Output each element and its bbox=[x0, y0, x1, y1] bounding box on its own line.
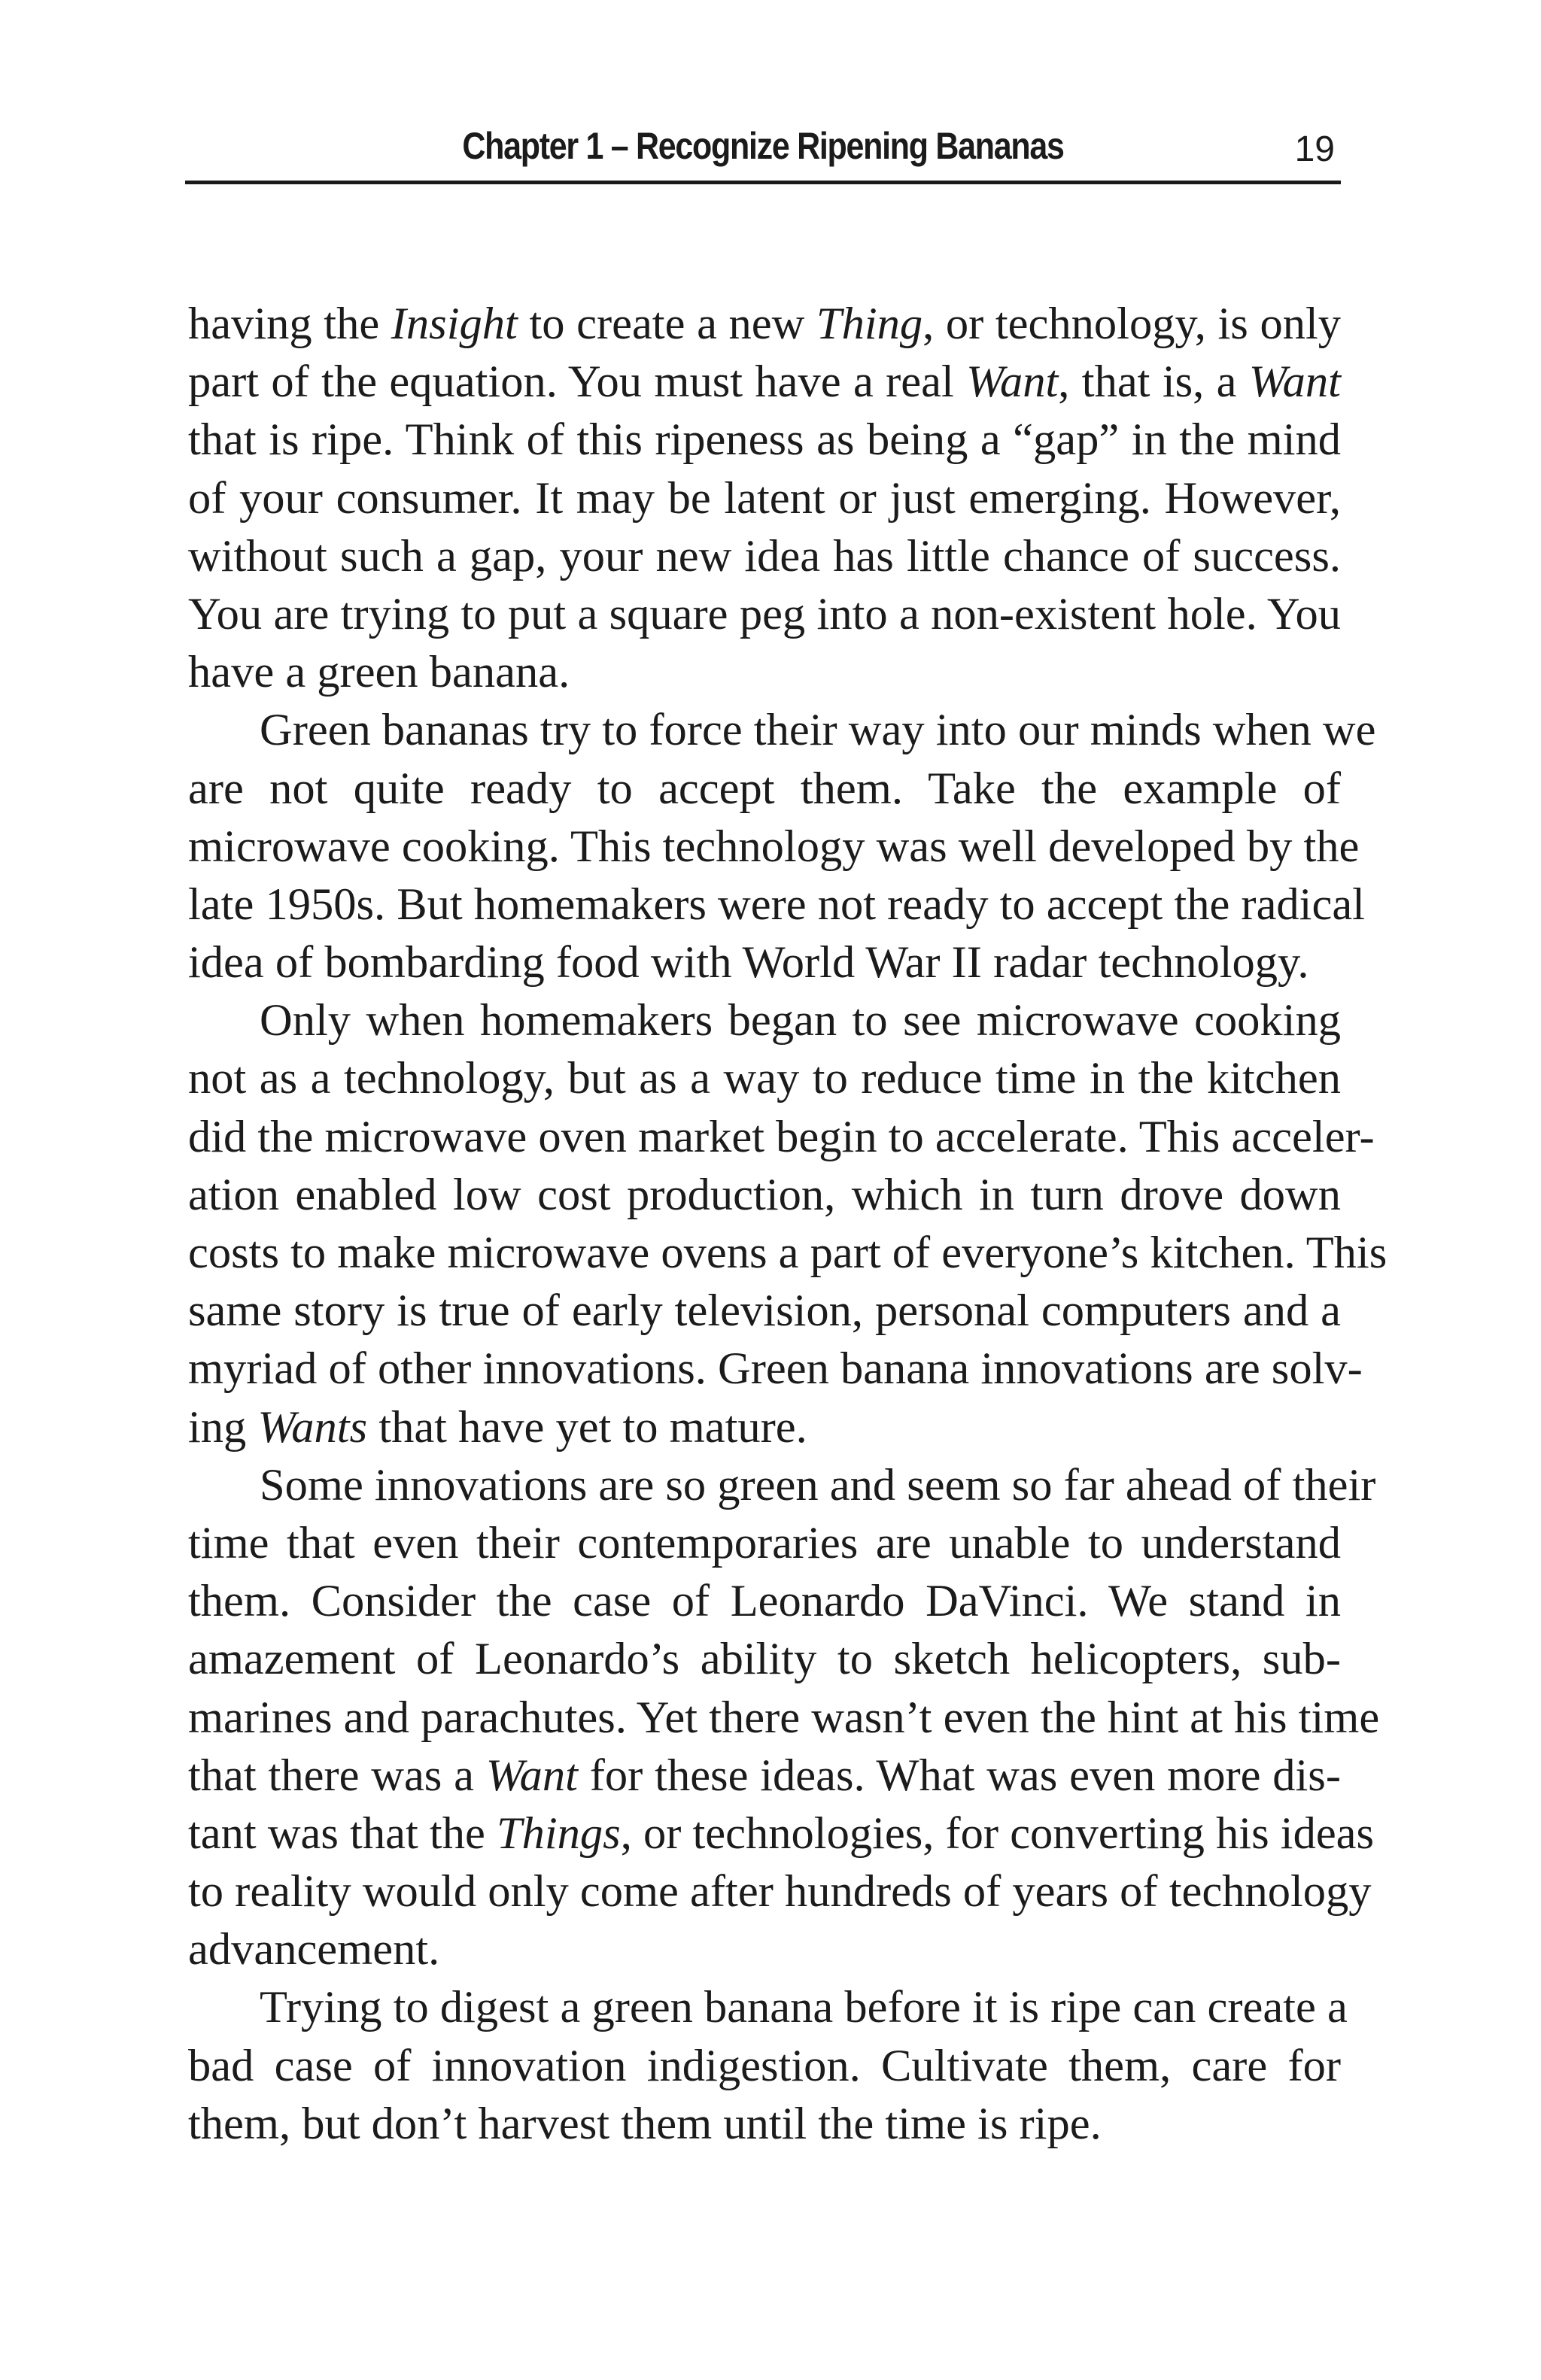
text-line: Only when homemakers began to see microwave cooking bbox=[260, 995, 1341, 1046]
text-line: did the microwave oven market begin to accelerate. This acceler- bbox=[188, 1111, 1375, 1162]
text-line: not as a technology, but as a way to reduce time in the kitchen bbox=[188, 1053, 1341, 1104]
text-line: part of the equation. You must have a real Want, that is, a Want bbox=[188, 357, 1341, 408]
text-line: late 1950s. But homemakers were not ready to accept the radical bbox=[188, 879, 1365, 930]
text-line: them. Consider the case of Leonardo DaVinci. We stand in bbox=[188, 1576, 1341, 1627]
text-line: costs to make microwave ovens a part of everyone’s kitchen. This bbox=[188, 1228, 1388, 1278]
text-line: Some innovations are so green and seem so far ahead of their bbox=[260, 1459, 1376, 1510]
text-line: to reality would only come after hundreds of years of technology bbox=[188, 1866, 1372, 1917]
text-line: ing Wants that have yet to mature. bbox=[188, 1401, 807, 1453]
chapter-title: Chapter 1 – Recognize Ripening Bananas bbox=[462, 125, 1064, 167]
text-line: advancement. bbox=[188, 1924, 440, 1975]
text-line: Trying to digest a green banana before it is ripe can create a bbox=[260, 1982, 1348, 2033]
text-line: same story is true of early television, personal computers and a bbox=[188, 1286, 1341, 1337]
text-line: marines and parachutes. Yet there wasn’t even the hint at his time bbox=[188, 1692, 1380, 1743]
text-line: idea of bombarding food with World War II radar technology. bbox=[188, 937, 1309, 988]
running-header bbox=[185, 119, 1341, 184]
text-line: Green bananas try to force their way into our minds when we bbox=[260, 705, 1376, 756]
text-line: bad case of innovation indigestion. Cultivate them, care for bbox=[188, 2040, 1341, 2091]
text-line: ation enabled low cost production, which in turn drove down bbox=[188, 1169, 1341, 1220]
text-line: that there was a Want for these ideas. What was even more dis- bbox=[188, 1750, 1341, 1801]
text-line: amazement of Leonardo’s ability to sketch helicopters, sub- bbox=[188, 1634, 1341, 1685]
page-number: 19 bbox=[1294, 129, 1335, 169]
text-line: time that even their contemporaries are unable to understand bbox=[188, 1517, 1341, 1568]
body-text bbox=[188, 295, 1388, 2153]
text-line: them, but don’t harvest them until the time is ripe. bbox=[188, 2098, 1102, 2149]
text-line: microwave cooking. This technology was well developed by the bbox=[188, 821, 1360, 872]
text-line: You are trying to put a square peg into a non-existent hole. You bbox=[188, 588, 1341, 639]
text-line: having the Insight to create a new Thing, or technology, is only bbox=[188, 299, 1341, 349]
text-line: have a green banana. bbox=[188, 647, 570, 698]
text-line: tant was that the Things, or technologies, for converting his ideas bbox=[188, 1808, 1375, 1859]
text-line: that is ripe. Think of this ripeness as being a “gap” in the mind bbox=[188, 414, 1341, 466]
text-line: of your consumer. It may be latent or just emerging. However, bbox=[188, 472, 1341, 524]
text-line: without such a gap, your new idea has little chance of success. bbox=[188, 530, 1341, 581]
text-line: are not quite ready to accept them. Take the example of bbox=[188, 763, 1341, 814]
text-line: myriad of other innovations. Green banana innovations are solv- bbox=[188, 1343, 1363, 1395]
